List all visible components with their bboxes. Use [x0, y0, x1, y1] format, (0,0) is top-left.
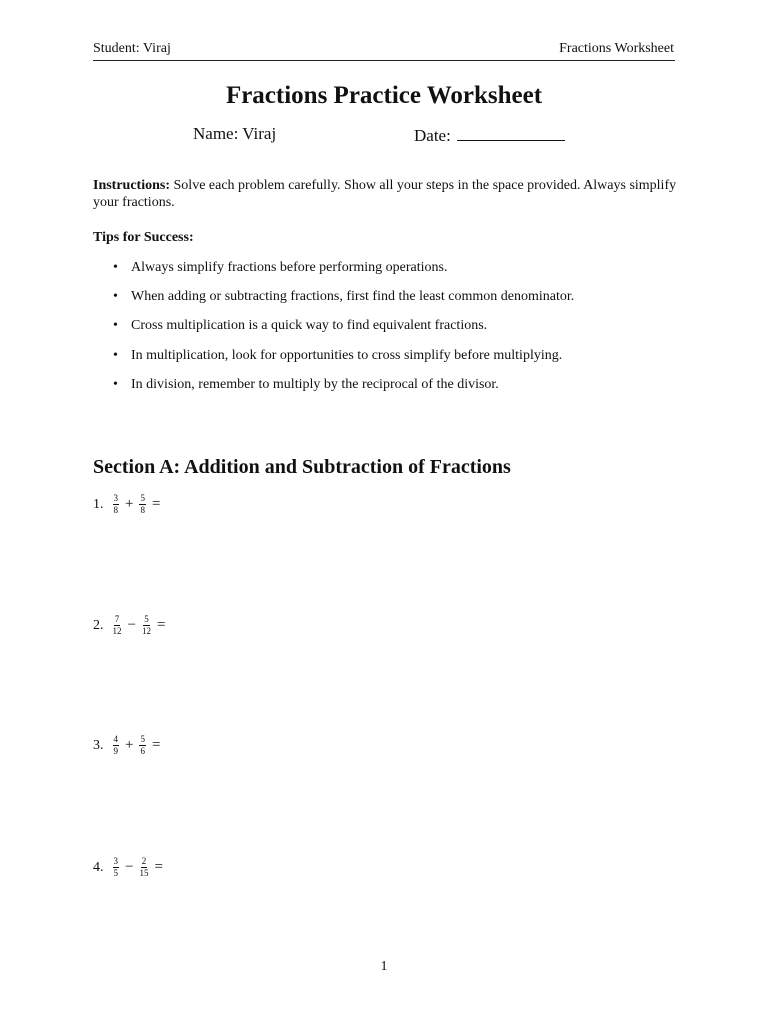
denominator: 6	[140, 746, 145, 756]
denominator: 5	[113, 868, 118, 878]
denominator: 15	[139, 868, 149, 878]
instructions	[93, 177, 683, 211]
numerator: 5	[144, 614, 149, 624]
page-number: 1	[380, 959, 388, 974]
fraction	[113, 735, 120, 756]
page-title: Fractions Practice Worksheet	[225, 82, 543, 109]
tip-text: In division, remember to multiply by the reciprocal of the divisor.	[131, 376, 499, 392]
date-label: Date:	[414, 126, 451, 145]
fraction	[139, 735, 146, 756]
list-item	[113, 375, 574, 404]
problem-3	[93, 735, 165, 756]
problem-number: 2.	[93, 617, 104, 633]
denominator: 12	[141, 626, 151, 636]
tip-text: Cross multiplication is a quick way to find equivalent fractions.	[131, 318, 488, 334]
fraction	[139, 857, 148, 878]
problem-number: 4.	[93, 859, 104, 875]
date-field	[414, 124, 565, 146]
problem-number: 1.	[93, 496, 104, 512]
problem-2	[93, 615, 170, 636]
fraction	[113, 494, 120, 515]
bullet-icon: •	[113, 260, 118, 275]
operator: +	[125, 737, 134, 753]
header-rule	[93, 60, 675, 61]
bullet-icon: •	[113, 318, 118, 334]
name-field: Name: Viraj	[193, 124, 277, 143]
tip-text: When adding or subtracting fractions, first find the least common denominator.	[131, 289, 575, 305]
bullet-icon: •	[113, 347, 118, 363]
numerator: 2	[141, 856, 147, 866]
denominator: 8	[113, 505, 118, 515]
numerator: 3	[113, 493, 118, 503]
numerator: 7	[114, 614, 120, 624]
list-item	[113, 287, 574, 316]
fraction	[142, 615, 151, 636]
numerator: 5	[140, 734, 145, 744]
header-student: Student: Viraj	[93, 41, 171, 56]
list-item	[113, 258, 574, 287]
denominator: 9	[113, 746, 118, 756]
equals-sign: =	[156, 617, 166, 633]
numerator: 3	[113, 856, 118, 866]
equals-sign: =	[154, 859, 163, 875]
fraction	[139, 494, 146, 515]
numerator: 4	[113, 734, 118, 744]
section-a-title: Section A: Addition and Subtraction of Fractions	[93, 456, 511, 478]
bullet-icon: •	[113, 376, 118, 392]
equals-sign: =	[151, 496, 161, 512]
fraction	[113, 615, 122, 636]
denominator: 8	[140, 505, 145, 515]
instructions-text: Solve each problem carefully. Show all your steps in the space provided. Always simplify your fractions.	[93, 178, 677, 210]
operator: −	[127, 617, 136, 633]
tips-heading: Tips for Success:	[93, 230, 194, 245]
denominator: 12	[112, 626, 122, 636]
equals-sign: =	[151, 737, 161, 753]
list-item	[113, 346, 574, 375]
tips-list	[113, 258, 574, 404]
numerator: 5	[140, 493, 145, 503]
date-blank	[457, 124, 565, 141]
problem-4	[93, 857, 168, 878]
header-worksheet-title: Fractions Worksheet	[559, 41, 674, 56]
list-item	[113, 316, 574, 345]
fraction	[113, 857, 120, 878]
tip-text: In multiplication, look for opportunities to cross simplify before multiplying.	[131, 347, 563, 363]
problem-1	[93, 494, 165, 515]
bullet-icon: •	[113, 289, 118, 305]
instructions-label: Instructions:	[93, 178, 171, 193]
problem-number: 3.	[93, 737, 104, 753]
operator: −	[125, 859, 134, 875]
operator: +	[125, 496, 134, 512]
tip-text: Always simplify fractions before performing operations.	[131, 260, 448, 275]
